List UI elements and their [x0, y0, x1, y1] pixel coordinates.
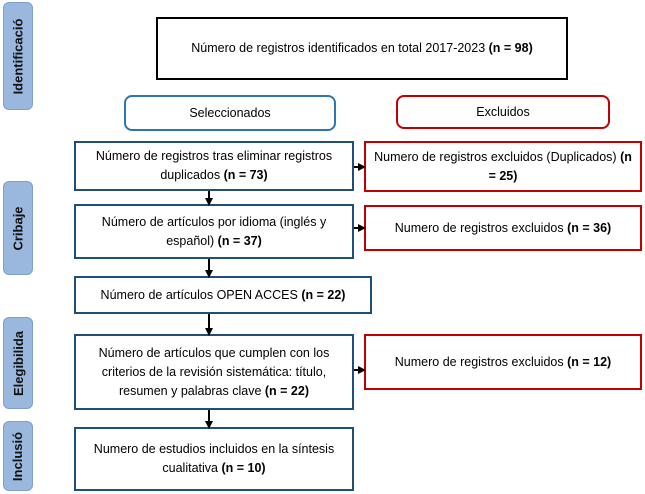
- excluded-language-count: (n = 36): [567, 220, 612, 235]
- excluded-duplicates-box: [364, 141, 642, 192]
- excluded-header: [396, 95, 610, 129]
- phase-identificacion-label: Identificació: [10, 18, 26, 94]
- excluded-criteria-count: (n = 12): [567, 354, 612, 369]
- phase-elegibilidad: [3, 317, 33, 409]
- total-identified-text: [191, 39, 533, 58]
- open-access-text: Número de artículos OPEN ACCES: [100, 287, 302, 302]
- included-text: Numero de estudios incluidos en la síntesis cualitativa: [93, 442, 335, 475]
- selected-header: [124, 95, 336, 131]
- duplicates-removed-text: Número de registros tras eliminar registros duplicados: [95, 149, 333, 182]
- open-access-count: (n = 22): [301, 287, 346, 302]
- duplicates-removed-box: [74, 141, 354, 191]
- open-access-box: [74, 276, 372, 314]
- criteria-count: (n = 22): [264, 383, 310, 398]
- excluded-criteria-text: Numero de registros excluidos: [394, 354, 568, 369]
- excluded-language-text: Numero de registros excluidos: [394, 220, 568, 235]
- phase-cribaje: [3, 181, 33, 275]
- selected-header-label: Seleccionados: [189, 105, 271, 120]
- duplicates-removed-count: (n = 73): [223, 168, 268, 182]
- language-filter-box: [74, 204, 354, 259]
- excluded-header-label: Excluidos: [476, 104, 530, 119]
- included-box: [74, 427, 354, 491]
- included-count: (n = 10): [221, 461, 266, 475]
- criteria-text: Número de artículos que cumplen con los criterios de la revisión sistemática: título, resumen y palabras clave: [98, 345, 330, 398]
- phase-elegibilidad-label: Elegibilida: [10, 330, 26, 396]
- excluded-duplicates-text: Numero de registros excluidos (Duplicados): [374, 149, 621, 164]
- excluded-language-box: [364, 205, 642, 251]
- excluded-duplicates-count: (n = 25): [488, 149, 632, 183]
- criteria-box: [74, 334, 354, 410]
- phase-cribaje-label: Cribaje: [10, 205, 26, 251]
- language-filter-text: Número de artículos por idioma (inglés y español): [101, 214, 327, 248]
- phase-identificacion: [3, 2, 33, 110]
- excluded-criteria-box: [364, 334, 642, 390]
- phase-inclusion-label: Inclusió: [10, 431, 26, 481]
- total-identified-box: [156, 17, 568, 80]
- phase-inclusion: [3, 421, 33, 491]
- language-filter-count: (n = 37): [217, 233, 262, 248]
- total-identified-count: (n = 98): [488, 41, 533, 55]
- total-identified-label: Número de registros identificados en total 2017-2023: [191, 41, 489, 55]
